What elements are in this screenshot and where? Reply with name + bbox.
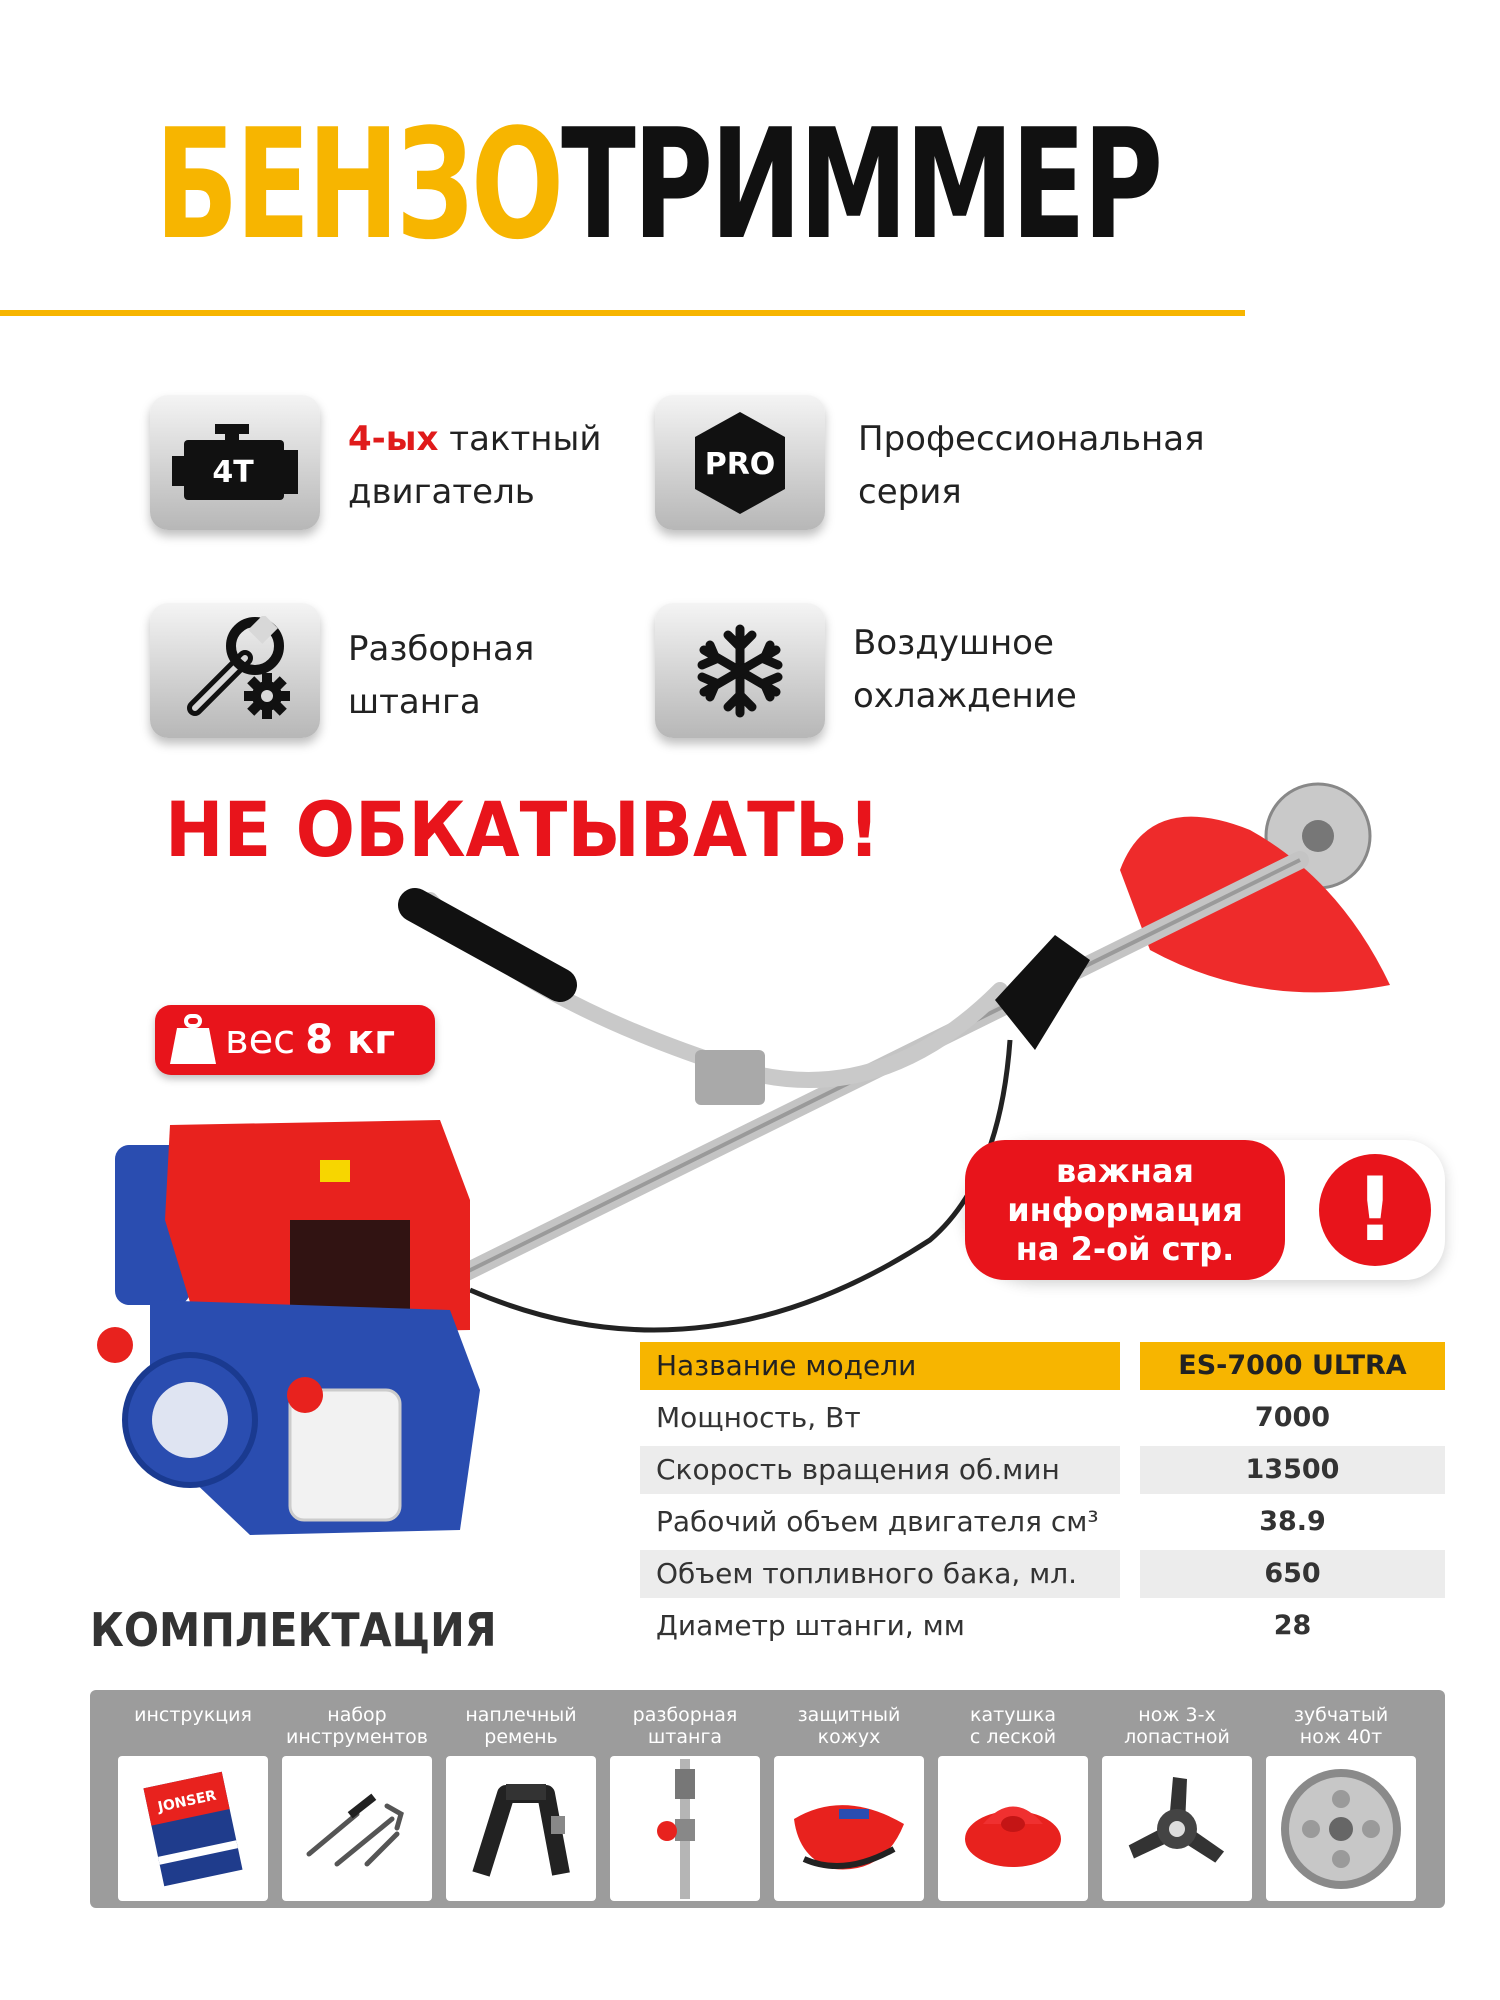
spec-label: Название модели <box>640 1342 1120 1390</box>
feature-cooling-line1: Воздушное <box>853 623 1054 663</box>
important-info-badge <box>965 1140 1445 1280</box>
title-part-benzo: БЕНЗО <box>155 96 562 273</box>
weight-value: 8 кг <box>305 1017 395 1063</box>
spec-value: 28 <box>1273 1610 1312 1641</box>
spec-label: Скорость вращения об.мин <box>640 1446 1120 1494</box>
kit-item-40t-blade <box>1266 1690 1416 1908</box>
kit-label-line2: ремень <box>484 1726 558 1748</box>
exclamation-icon <box>1315 1150 1435 1270</box>
kit-label-line2: с леской <box>969 1726 1057 1748</box>
feature-engine-highlight: 4-ых <box>348 419 439 459</box>
important-info-text <box>965 1140 1285 1280</box>
kit-item-label <box>103 1704 283 1726</box>
kit-item-label <box>1087 1704 1267 1748</box>
kit-item-label <box>759 1704 939 1748</box>
feature-engine-line2: двигатель <box>348 472 535 512</box>
kit-label-line2: лопастной <box>1124 1726 1230 1748</box>
kit-panel <box>90 1690 1445 1908</box>
spec-label: Диаметр штанги, мм <box>656 1609 965 1642</box>
kit-item-manual <box>118 1690 268 1908</box>
spool-image <box>938 1756 1088 1901</box>
manual-image <box>118 1756 268 1901</box>
weight-label: вес <box>225 1017 296 1063</box>
kit-item-label <box>267 1704 447 1748</box>
spec-row <box>640 1496 1445 1548</box>
kit-item-guard <box>774 1690 924 1908</box>
title-part-trimmer: ТРИММЕР <box>561 96 1161 273</box>
strap-image <box>446 1756 596 1901</box>
info-line1: важная <box>1056 1152 1194 1190</box>
spec-value: 7000 <box>1254 1402 1331 1433</box>
spec-label: Мощность, Вт <box>656 1401 861 1434</box>
kit-label-line1: нож 3-х <box>1138 1704 1216 1726</box>
weight-icon <box>169 1014 217 1066</box>
guard-kit-image <box>774 1756 924 1901</box>
kit-item-label <box>923 1704 1103 1748</box>
toothed-blade-image <box>1266 1756 1416 1901</box>
specs-header-row <box>640 1340 1445 1392</box>
kit-item-strap <box>446 1690 596 1908</box>
spec-label: Рабочий объем двигателя см³ <box>656 1505 1099 1538</box>
kit-item-shaft <box>610 1690 760 1908</box>
exclamation-mark: ! <box>1354 1158 1396 1261</box>
kit-label-line2: штанга <box>647 1726 723 1748</box>
pro-badge-label: PRO <box>704 446 776 482</box>
kit-label-line1: защитный <box>797 1704 901 1726</box>
manual-brand: JONSER <box>156 1787 218 1816</box>
feature-pro-line2: серия <box>858 472 962 512</box>
kit-label-line1: разборная <box>632 1704 738 1726</box>
kit-item-spool <box>938 1690 1088 1908</box>
kit-item-label <box>595 1704 775 1748</box>
feature-engine-line1: тактный <box>438 419 602 459</box>
spec-row <box>640 1600 1445 1652</box>
spec-row <box>640 1392 1445 1444</box>
specs-table <box>640 1340 1445 1652</box>
kit-item-label <box>431 1704 611 1748</box>
spec-value: 650 <box>1140 1550 1445 1598</box>
spec-label: Объем топливного бака, мл. <box>640 1550 1120 1598</box>
kit-label-line1: катушка <box>970 1704 1056 1726</box>
kit-label-line1: набор <box>327 1704 387 1726</box>
kit-label-line2: инструментов <box>286 1726 428 1748</box>
kit-label-line2: нож 40т <box>1299 1726 1383 1748</box>
feature-shaft-line1: Разборная <box>348 629 535 669</box>
spec-row <box>640 1444 1445 1496</box>
kit-label-line1: наплечный <box>465 1704 577 1726</box>
kit-item-toolset <box>282 1690 432 1908</box>
shaft-image <box>610 1756 760 1901</box>
kit-label-line1: инструкция <box>134 1704 252 1726</box>
kit-item-3-blade-knife <box>1102 1690 1252 1908</box>
spec-value: ES-7000 ULTRA <box>1140 1342 1445 1390</box>
warning-headline: НЕ ОБКАТЫВАТЬ! <box>165 785 881 874</box>
kit-item-label <box>1251 1704 1431 1748</box>
toolset-image <box>282 1756 432 1901</box>
spec-value: 38.9 <box>1259 1506 1326 1537</box>
right-grip-image <box>995 935 1090 1050</box>
engine-4t-label: 4T <box>212 454 254 490</box>
feature-pro-line1: Профессиональная <box>858 419 1205 459</box>
feature-shaft-line2: штанга <box>348 682 481 722</box>
three-blade-image <box>1102 1756 1252 1901</box>
weight-badge <box>155 1005 435 1075</box>
info-line3: на 2-ой стр. <box>1015 1230 1235 1268</box>
feature-cooling-line2: охлаждение <box>853 676 1077 716</box>
left-grip-image <box>415 905 560 985</box>
spec-value: 13500 <box>1140 1446 1445 1494</box>
kit-title: КОМПЛЕКТАЦИЯ <box>90 1603 497 1657</box>
kit-label-line1: зубчатый <box>1293 1704 1389 1726</box>
spec-row <box>640 1548 1445 1600</box>
kit-label-line2: кожух <box>817 1726 881 1748</box>
info-line2: информация <box>1007 1191 1243 1229</box>
